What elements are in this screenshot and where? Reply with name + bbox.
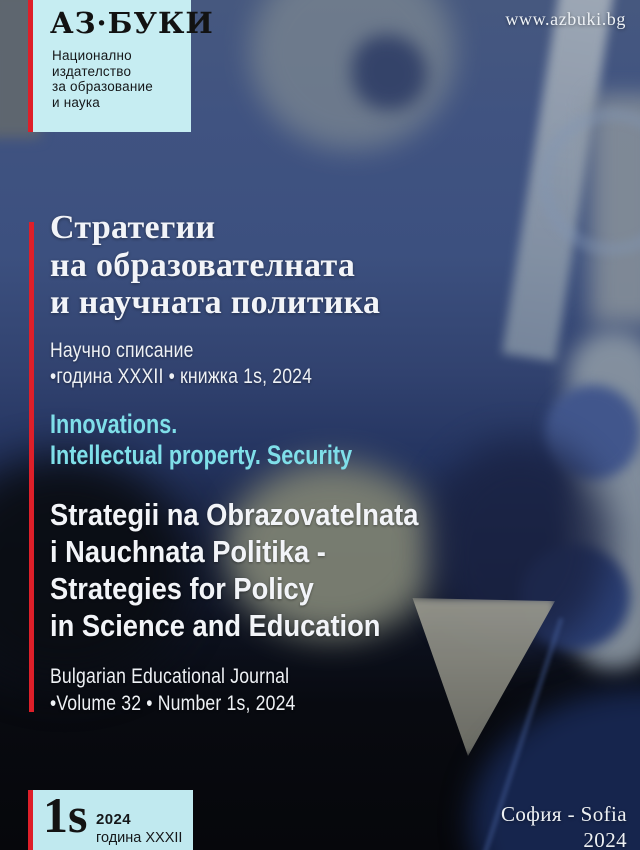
- journal-title-bulgarian-line: на образователната: [50, 246, 356, 284]
- issue-theme-line: Intellectual property. Security: [50, 440, 353, 470]
- publisher-name: [52, 48, 153, 110]
- publisher-name-line: за образование: [52, 79, 153, 94]
- publisher-name-line: Национално: [52, 48, 132, 63]
- website-url: www.azbuki.bg: [505, 9, 626, 29]
- journal-title-bulgarian: [50, 209, 530, 322]
- journal-title-transliterated-line: Strategii na Obrazovatelnata: [50, 497, 419, 532]
- journal-title-transliterated-line: Strategies for Policy: [50, 571, 314, 606]
- publisher-logo: АЗ·БУКИ: [50, 6, 214, 40]
- journal-title-bulgarian-line: Стратегии: [50, 209, 216, 246]
- journal-title-transliterated-line: i Nauchnata Politika -: [50, 534, 326, 569]
- imprint-year: 2024: [583, 828, 627, 850]
- imprint: [501, 801, 627, 850]
- journal-subtitle-english: [50, 664, 296, 717]
- issue-volume: година XXXII: [96, 830, 183, 846]
- journal-title-transliterated-line: in Science and Education: [50, 608, 381, 643]
- red-accent-line: [29, 222, 34, 712]
- journal-type-label: Научно списание: [50, 339, 194, 362]
- issue-number-box: [28, 787, 193, 850]
- journal-type-label-english: Bulgarian Educational Journal: [50, 665, 290, 688]
- volume-issue-english: •Volume 32 • Number 1s, 2024: [50, 691, 296, 715]
- publisher-name-line: и наука: [52, 94, 100, 110]
- journal-title-bulgarian-line: и научната политика: [50, 284, 381, 321]
- publisher-logo-box: [28, 0, 214, 132]
- issue-year: 2024: [96, 811, 131, 828]
- issue-theme-line: Innovations.: [50, 409, 178, 439]
- imprint-city: София - Sofia: [500, 802, 627, 826]
- journal-subtitle-bulgarian: [50, 338, 312, 389]
- issue-number: 1s: [43, 787, 88, 843]
- journal-title-transliterated: [50, 496, 543, 644]
- publisher-name-line: издателство: [52, 63, 132, 79]
- volume-issue-bulgarian: •година XXXII • книжка 1s, 2024: [50, 364, 313, 388]
- issue-theme-title: [50, 409, 352, 471]
- issue-meta: [96, 811, 182, 846]
